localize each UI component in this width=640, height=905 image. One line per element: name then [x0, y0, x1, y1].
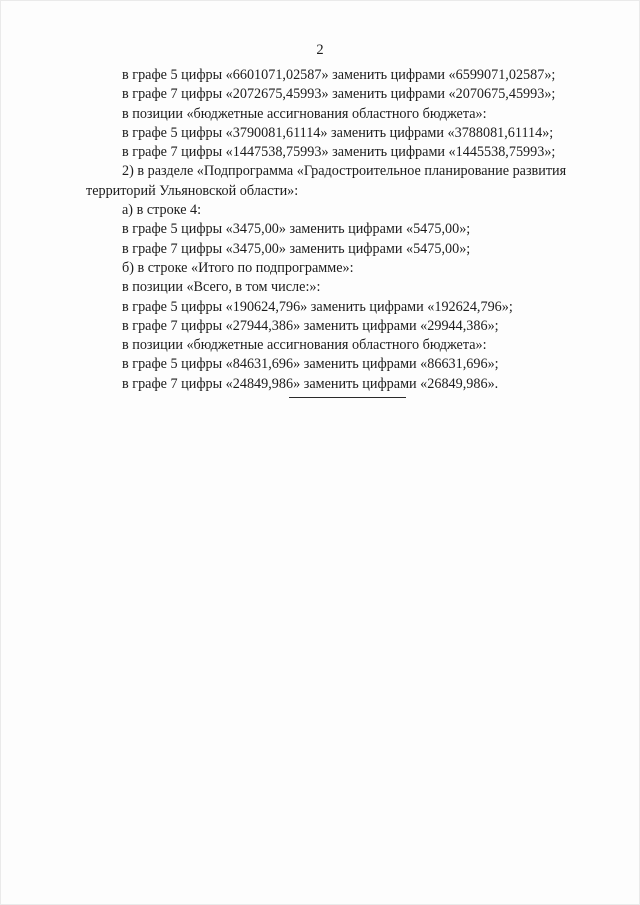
text-line-6: 2) в разделе «Подпрограмма «Градостроительное планирование развития [122, 163, 567, 180]
text-line-14: в графе 7 цифры «27944,386» заменить цифрами «29944,386»; [122, 317, 499, 334]
text-line-10: в графе 7 цифры «3475,00» заменить цифрами «5475,00»; [122, 240, 471, 257]
text-line-5: в графе 7 цифры «1447538,75993» заменить цифрами «1445538,75993»; [122, 144, 556, 161]
document-body [86, 66, 614, 394]
text-line-17: в графе 7 цифры «24849,986» заменить цифрами «26849,986». [122, 375, 499, 392]
text-line-16: в графе 5 цифры «84631,696» заменить цифрами «86631,696»; [122, 356, 499, 373]
text-line-12: в позиции «Всего, в том числе:»: [122, 279, 321, 296]
text-line-4: в графе 5 цифры «3790081,61114» заменить цифрами «3788081,61114»; [122, 124, 554, 141]
text-line-1: в графе 5 цифры «6601071,02587» заменить цифрами «6599071,02587»; [122, 67, 556, 83]
page-number: 2 [316, 42, 324, 58]
text-line-8: а) в строке 4: [122, 202, 202, 219]
text-line-15: в позиции «бюджетные ассигнования областного бюджета»: [122, 337, 487, 354]
text-line-13: в графе 5 цифры «190624,796» заменить цифрами «192624,796»; [122, 298, 513, 315]
text-line-11: б) в строке «Итого по подпрограмме»: [122, 259, 354, 276]
end-separator-line [289, 397, 406, 398]
text-line-2: в графе 7 цифры «2072675,45993» заменить цифрами «2070675,45993»; [122, 86, 556, 103]
text-line-9: в графе 5 цифры «3475,00» заменить цифрами «5475,00»; [122, 221, 471, 238]
text-line-3: в позиции «бюджетные ассигнования областного бюджета»: [122, 105, 487, 122]
text-line-7: территорий Ульяновской области»: [86, 182, 299, 199]
